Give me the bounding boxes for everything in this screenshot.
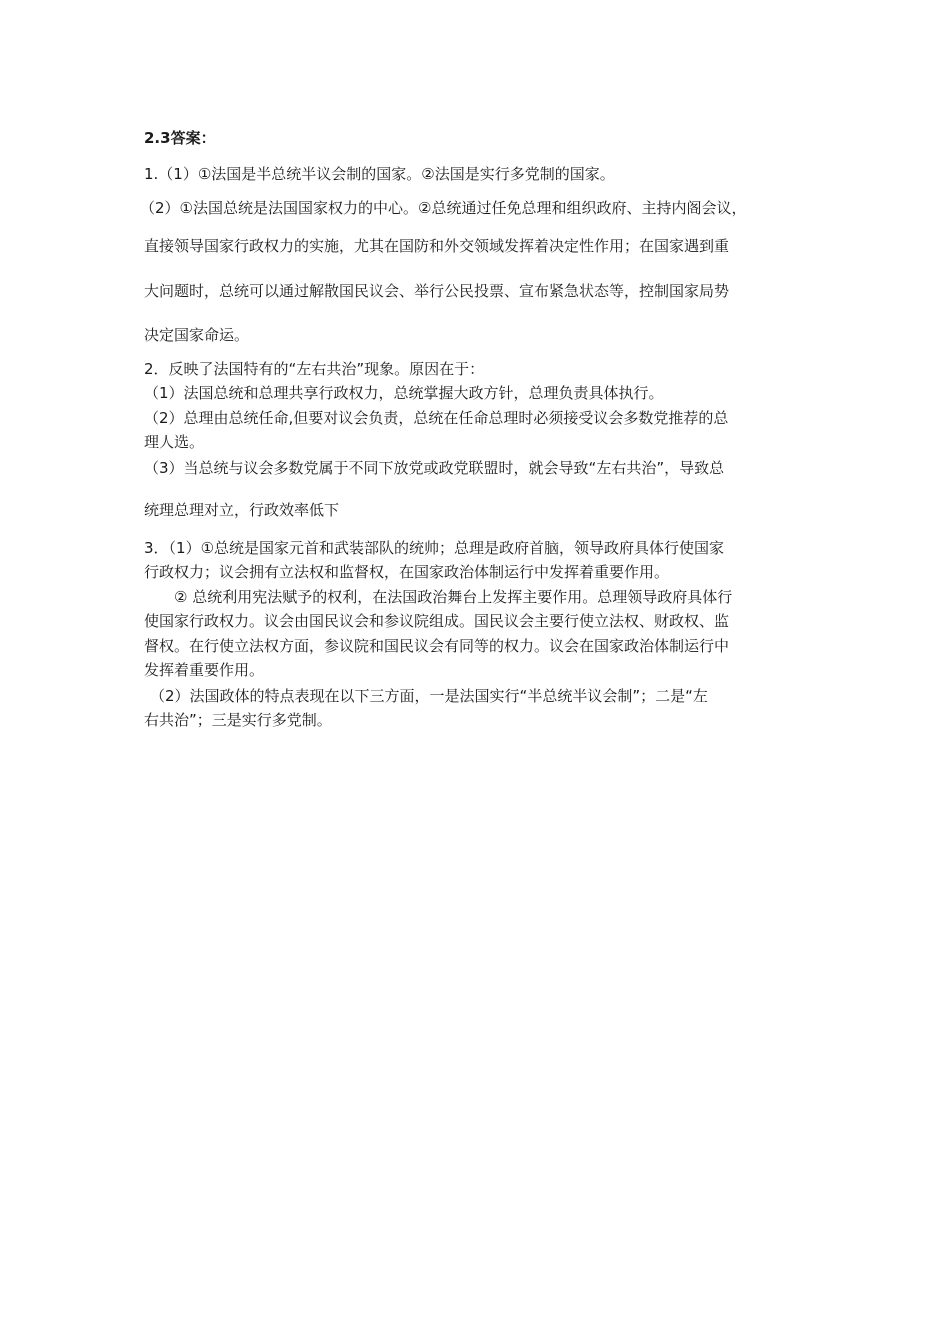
- answer-3-part-1-line-6: 发挥着重要作用。: [144, 661, 265, 679]
- answer-2-point-3-line-1: （3）当总统与议会多数党属于不同下放党或政党联盟时，就会导致“左右共治”，导致总: [144, 459, 725, 477]
- answer-1-part-2-line-2: 直接领导国家行政权力的实施，尤其在国防和外交领域发挥着决定性作用；在国家遇到重: [144, 237, 730, 255]
- answer-3-part-1-line-2: 行政权力；议会拥有立法权和监督权，在国家政治体制运行中发挥着重要作用。: [144, 563, 670, 581]
- answer-2-point-2-line-2: 理人选。: [144, 433, 205, 451]
- answer-1-part-2-line-3: 大问题时，总统可以通过解散国民议会、举行公民投票、宣布紧急状态等，控制国家局势: [144, 282, 730, 300]
- answer-3-part-2-line-2: 右共治”；三是实行多党制。: [144, 711, 332, 729]
- answer-2-point-3-line-2: 统理总理对立，行政效率低下: [144, 501, 340, 519]
- answer-1-part-2-line-4: 决定国家命运。: [144, 326, 250, 344]
- answer-1-part-2-line-1: （2）①法国总统是法国国家权力的中心。②总统通过任免总理和组织政府、主持内阁会议，: [140, 199, 747, 217]
- answer-2-intro: 2．反映了法国特有的“左右共治”现象。原因在于：: [144, 360, 485, 378]
- answer-3-part-1-line-3: ② 总统利用宪法赋予的权利，在法国政治舞台上发挥主要作用。总理领导政府具体行: [174, 588, 733, 606]
- answer-2-point-2-line-1: （2）总理由总统任命,但要对议会负责，总统在任命总理时必须接受议会多数党推荐的总: [144, 409, 729, 427]
- answer-1-part-1: 1.（1）①法国是半总统半议会制的国家。②法国是实行多党制的国家。: [144, 165, 615, 183]
- answer-3-part-1-line-1: 3．（1）①总统是国家元首和武装部队的统帅；总理是政府首脑，领导政府具体行使国家: [144, 539, 725, 557]
- answer-3-part-2-line-1: （2）法国政体的特点表现在以下三方面，一是法国实行“半总统半议会制”；二是“左: [150, 687, 708, 705]
- answer-2-point-1: （1）法国总统和总理共享行政权力，总统掌握大政方针，总理负责具体执行。: [144, 384, 664, 402]
- answer-3-part-1-line-5: 督权。在行使立法权方面，参议院和国民议会有同等的权力。议会在国家政治体制运行中: [144, 637, 730, 655]
- answer-3-part-1-line-4: 使国家行政权力。议会由国民议会和参议院组成。国民议会主要行使立法权、财政权、监: [144, 612, 730, 630]
- answer-heading: 2.3答案：: [144, 129, 216, 147]
